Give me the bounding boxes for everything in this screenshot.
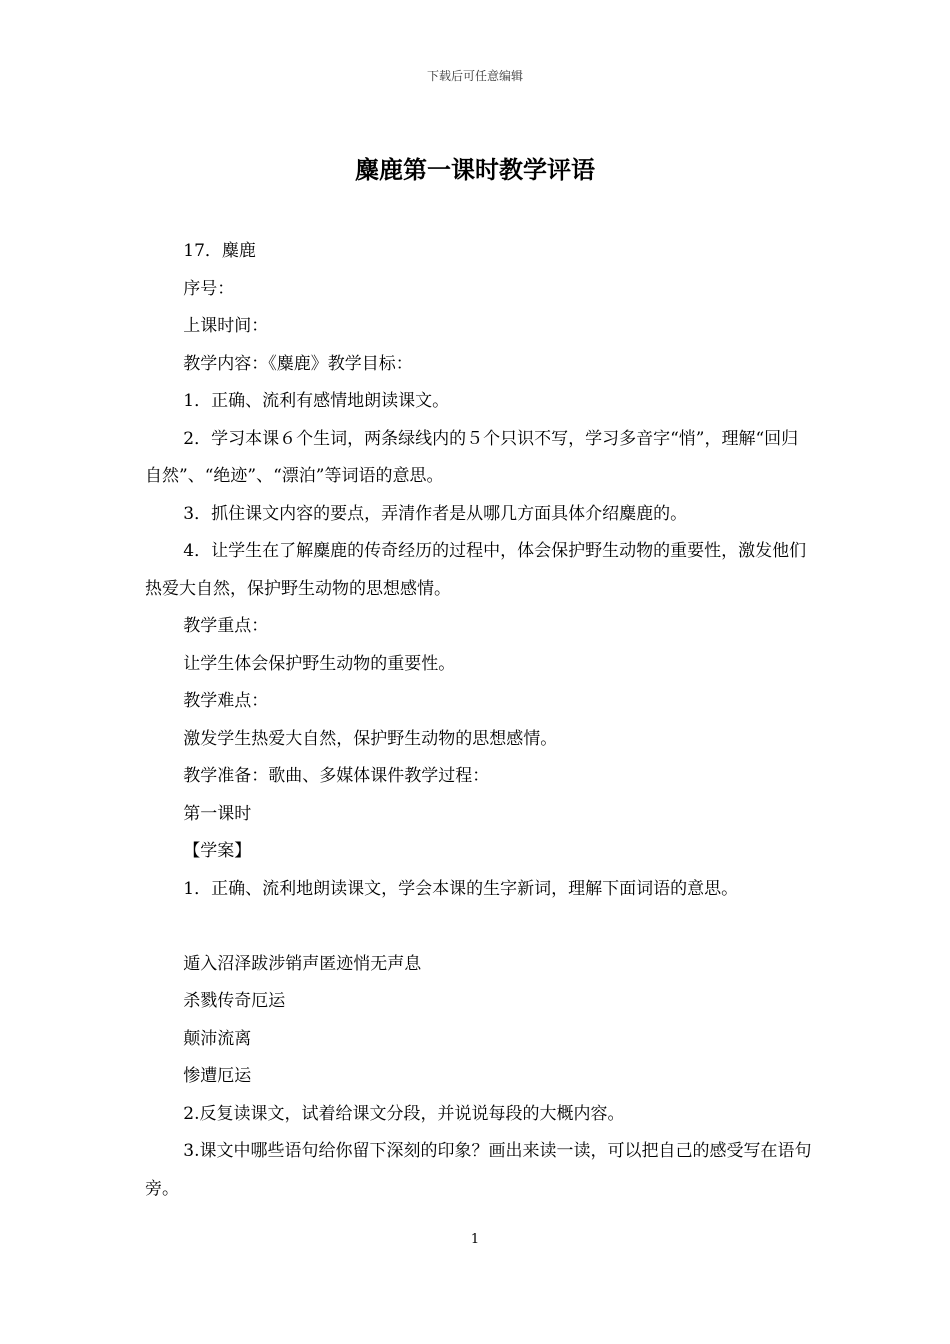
vocab-line: 惨遭厄运 (183, 1066, 252, 1086)
paragraph: 第一课时 (183, 803, 252, 824)
paragraph: 教学准备：歌曲、多媒体课件教学过程： (183, 766, 490, 786)
paragraph: 序号： (183, 278, 235, 299)
paragraph: 4．让学生在了解麋鹿的传奇经历的过程中，体会保护野生动物的重要性，激发他们热爱大自然，保护野生动物的思想感情。 (145, 541, 807, 599)
paragraph: 17．麋鹿 (183, 241, 256, 261)
paragraph: 教学重点： (183, 616, 269, 636)
paragraph: 1．正确、流利有感情地朗读课文。 (183, 391, 450, 411)
paragraph: 让学生体会保护野生动物的重要性。 (183, 653, 456, 674)
page-number: 1 (470, 1232, 480, 1247)
task-item: 2.反复读课文，试着给课文分段，并说说每段的大概内容。 (183, 1103, 625, 1124)
paragraph: 教学难点： (183, 691, 269, 711)
paragraph: 3．抓住课文内容的要点，弄清作者是从哪几方面具体介绍麋鹿的。 (183, 503, 688, 524)
paragraph: 激发学生热爱大自然，保护野生动物的思想感情。 (183, 728, 558, 749)
paragraph: 教学内容：《麋鹿》教学目标： (183, 353, 413, 374)
paragraph: 【学案】 (183, 841, 252, 861)
vocab-line: 颠沛流离 (183, 1028, 252, 1049)
task-item: 3.课文中哪些语句给你留下深刻的印象？画出来读一读，可以把自己的感受写在语句旁。 (145, 1141, 812, 1199)
paragraph: 2．学习本课６个生词，两条绿线内的５个只识不写，学习多音字“悄”，理解“回归自然”、“绝迹”、“漂泊”等词语的意思。 (145, 428, 799, 486)
vocab-line: 杀戮传奇厄运 (183, 991, 286, 1011)
vocab-line: 遁入沼泽跋涉销声匿迹悄无声息 (183, 953, 422, 974)
paragraph: 上课时间： (183, 316, 269, 336)
document-title: 麋鹿第一课时教学评语 (355, 156, 595, 184)
document-body (145, 233, 813, 1208)
paragraph: 1．正确、流利地朗读课文，学会本课的生字新词，理解下面词语的意思。 (183, 878, 739, 899)
header-note: 下载后可任意编辑 (426, 69, 523, 83)
blank-line (145, 908, 813, 946)
